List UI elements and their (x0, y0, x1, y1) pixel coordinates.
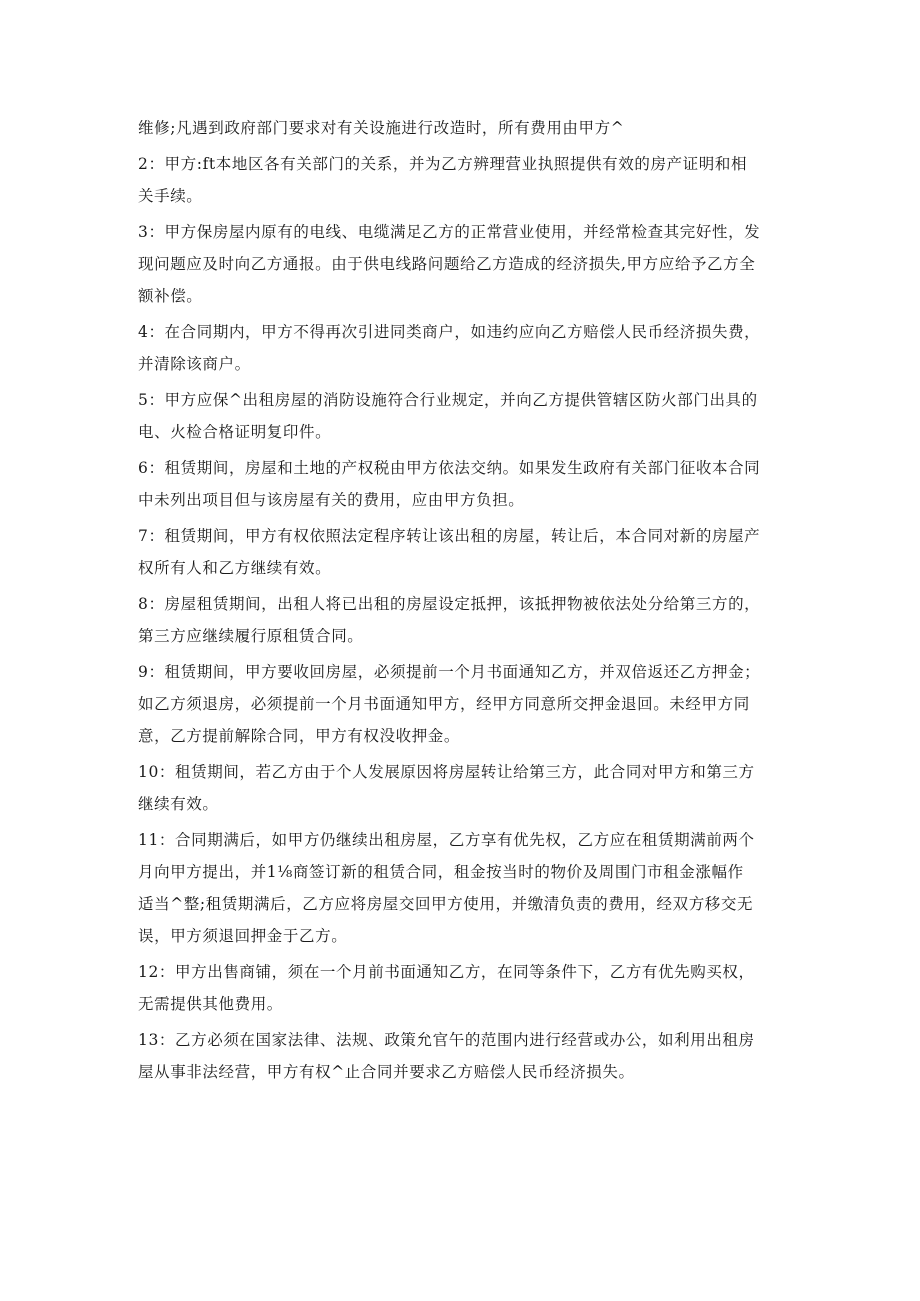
contract-clause (138, 452, 798, 516)
clause-text-line: 月向甲方提出，并1⅛商签订新的租赁合同，租金按当时的物价及周围门市租金涨幅作 (138, 863, 744, 881)
contract-clause (138, 656, 798, 752)
clause-text-line: 并清除该商户。 (138, 355, 251, 373)
clause-text-line: 如乙方须退房，必须提前一个月书面通知甲方，经甲方同意所交押金退回。未经甲方同 (138, 695, 750, 713)
contract-clause (138, 588, 798, 652)
contract-clause (138, 1024, 798, 1088)
clause-text-line: 继续有效。 (138, 795, 219, 813)
clause-text-line: 现问题应及时向乙方通报。由于供电线路问题给乙方造成的经济损失,甲方应给予乙方全 (138, 255, 756, 273)
contract-clauses (138, 112, 798, 1092)
contract-clause (138, 956, 798, 1020)
clause-text-line: 第三方应继续履行原租赁合同。 (138, 627, 364, 645)
clause-text-line: 无需提供其他费用。 (138, 995, 283, 1013)
clause-text-line: 屋从事非法经营，甲方有权^止合同并要求乙方赔偿人民币经济损失。 (138, 1063, 635, 1081)
clause-text-line: 4：在合同期内，甲方不得再次引进同类商户，如违约应向乙方赔偿人民币经济损失费， (138, 323, 761, 341)
clause-text-line: 关手续。 (138, 187, 203, 205)
clause-text-line: 7：租赁期间，甲方有权依照法定程序转让该出租的房屋，转让后，本合同对新的房屋产 (138, 527, 761, 545)
clause-text-line: 5：甲方应保^出租房屋的消防设施符合行业规定，并向乙方提供管辖区防火部门出具的 (138, 391, 758, 409)
contract-clause (138, 520, 798, 584)
clause-continuation (138, 112, 798, 144)
clause-text-line: 11：合同期满后，如甲方仍继续出租房屋，乙方享有优先权，乙方应在租赁期满前两个 (138, 831, 755, 849)
contract-clause (138, 148, 798, 212)
clause-text-line: 6：租赁期间，房屋和土地的产权税由甲方依法交纳。如果发生政府有关部门征收本合同 (138, 459, 761, 477)
clause-text-line: 9：租赁期间，甲方要收回房屋，必须提前一个月书面通知乙方，并双倍返还乙方押金； (138, 663, 761, 681)
contract-clause (138, 756, 798, 820)
clause-text-line: 12：甲方出售商铺，须在一个月前书面通知乙方，在同等条件下，乙方有优先购买权， (138, 963, 755, 981)
clause-text-line: 误，甲方须退回押金于乙方。 (138, 927, 348, 945)
clause-text-line: 8：房屋租赁期间，出租人将已出租的房屋设定抵押，该抵押物被依法处分给第三方的， (138, 595, 761, 613)
clause-text-line: 意，乙方提前解除合同，甲方有权没收押金。 (138, 727, 461, 745)
clause-text-line: 中未列出项目但与该房屋有关的费用，应由甲方负担。 (138, 491, 525, 509)
contract-clause (138, 316, 798, 380)
clause-text-line: 额补偿。 (138, 287, 203, 305)
clause-text-line: 适当^整;租赁期满后，乙方应将房屋交回甲方使用，并缴清负责的费用，经双方移交无 (138, 895, 754, 913)
clause-text-line: 3：甲方保房屋内原有的电线、电缆满足乙方的正常营业使用，并经常检查其完好性，发 (138, 223, 761, 241)
contract-clause (138, 824, 798, 952)
contract-clause (138, 384, 798, 448)
clause-text-line: 维修;凡遇到政府部门要求对有关设施进行改造时，所有费用由甲方^ (138, 119, 625, 137)
clause-text-line: 10：租赁期间，若乙方由于个人发展原因将房屋转让给第三方，此合同对甲方和第三方 (138, 763, 755, 781)
clause-text-line: 13：乙方必须在国家法律、法规、政策允官午的范围内进行经营或办公，如利用出租房 (138, 1031, 755, 1049)
clause-text-line: 权所有人和乙方继续有效。 (138, 559, 332, 577)
clause-text-line: 电、火检合格证明复印件。 (138, 423, 332, 441)
contract-clause (138, 216, 798, 312)
clause-text-line: 2：甲方:ft本地区各有关部门的关系，并为乙方辨理营业执照提供有效的房产证明和相 (138, 155, 748, 173)
